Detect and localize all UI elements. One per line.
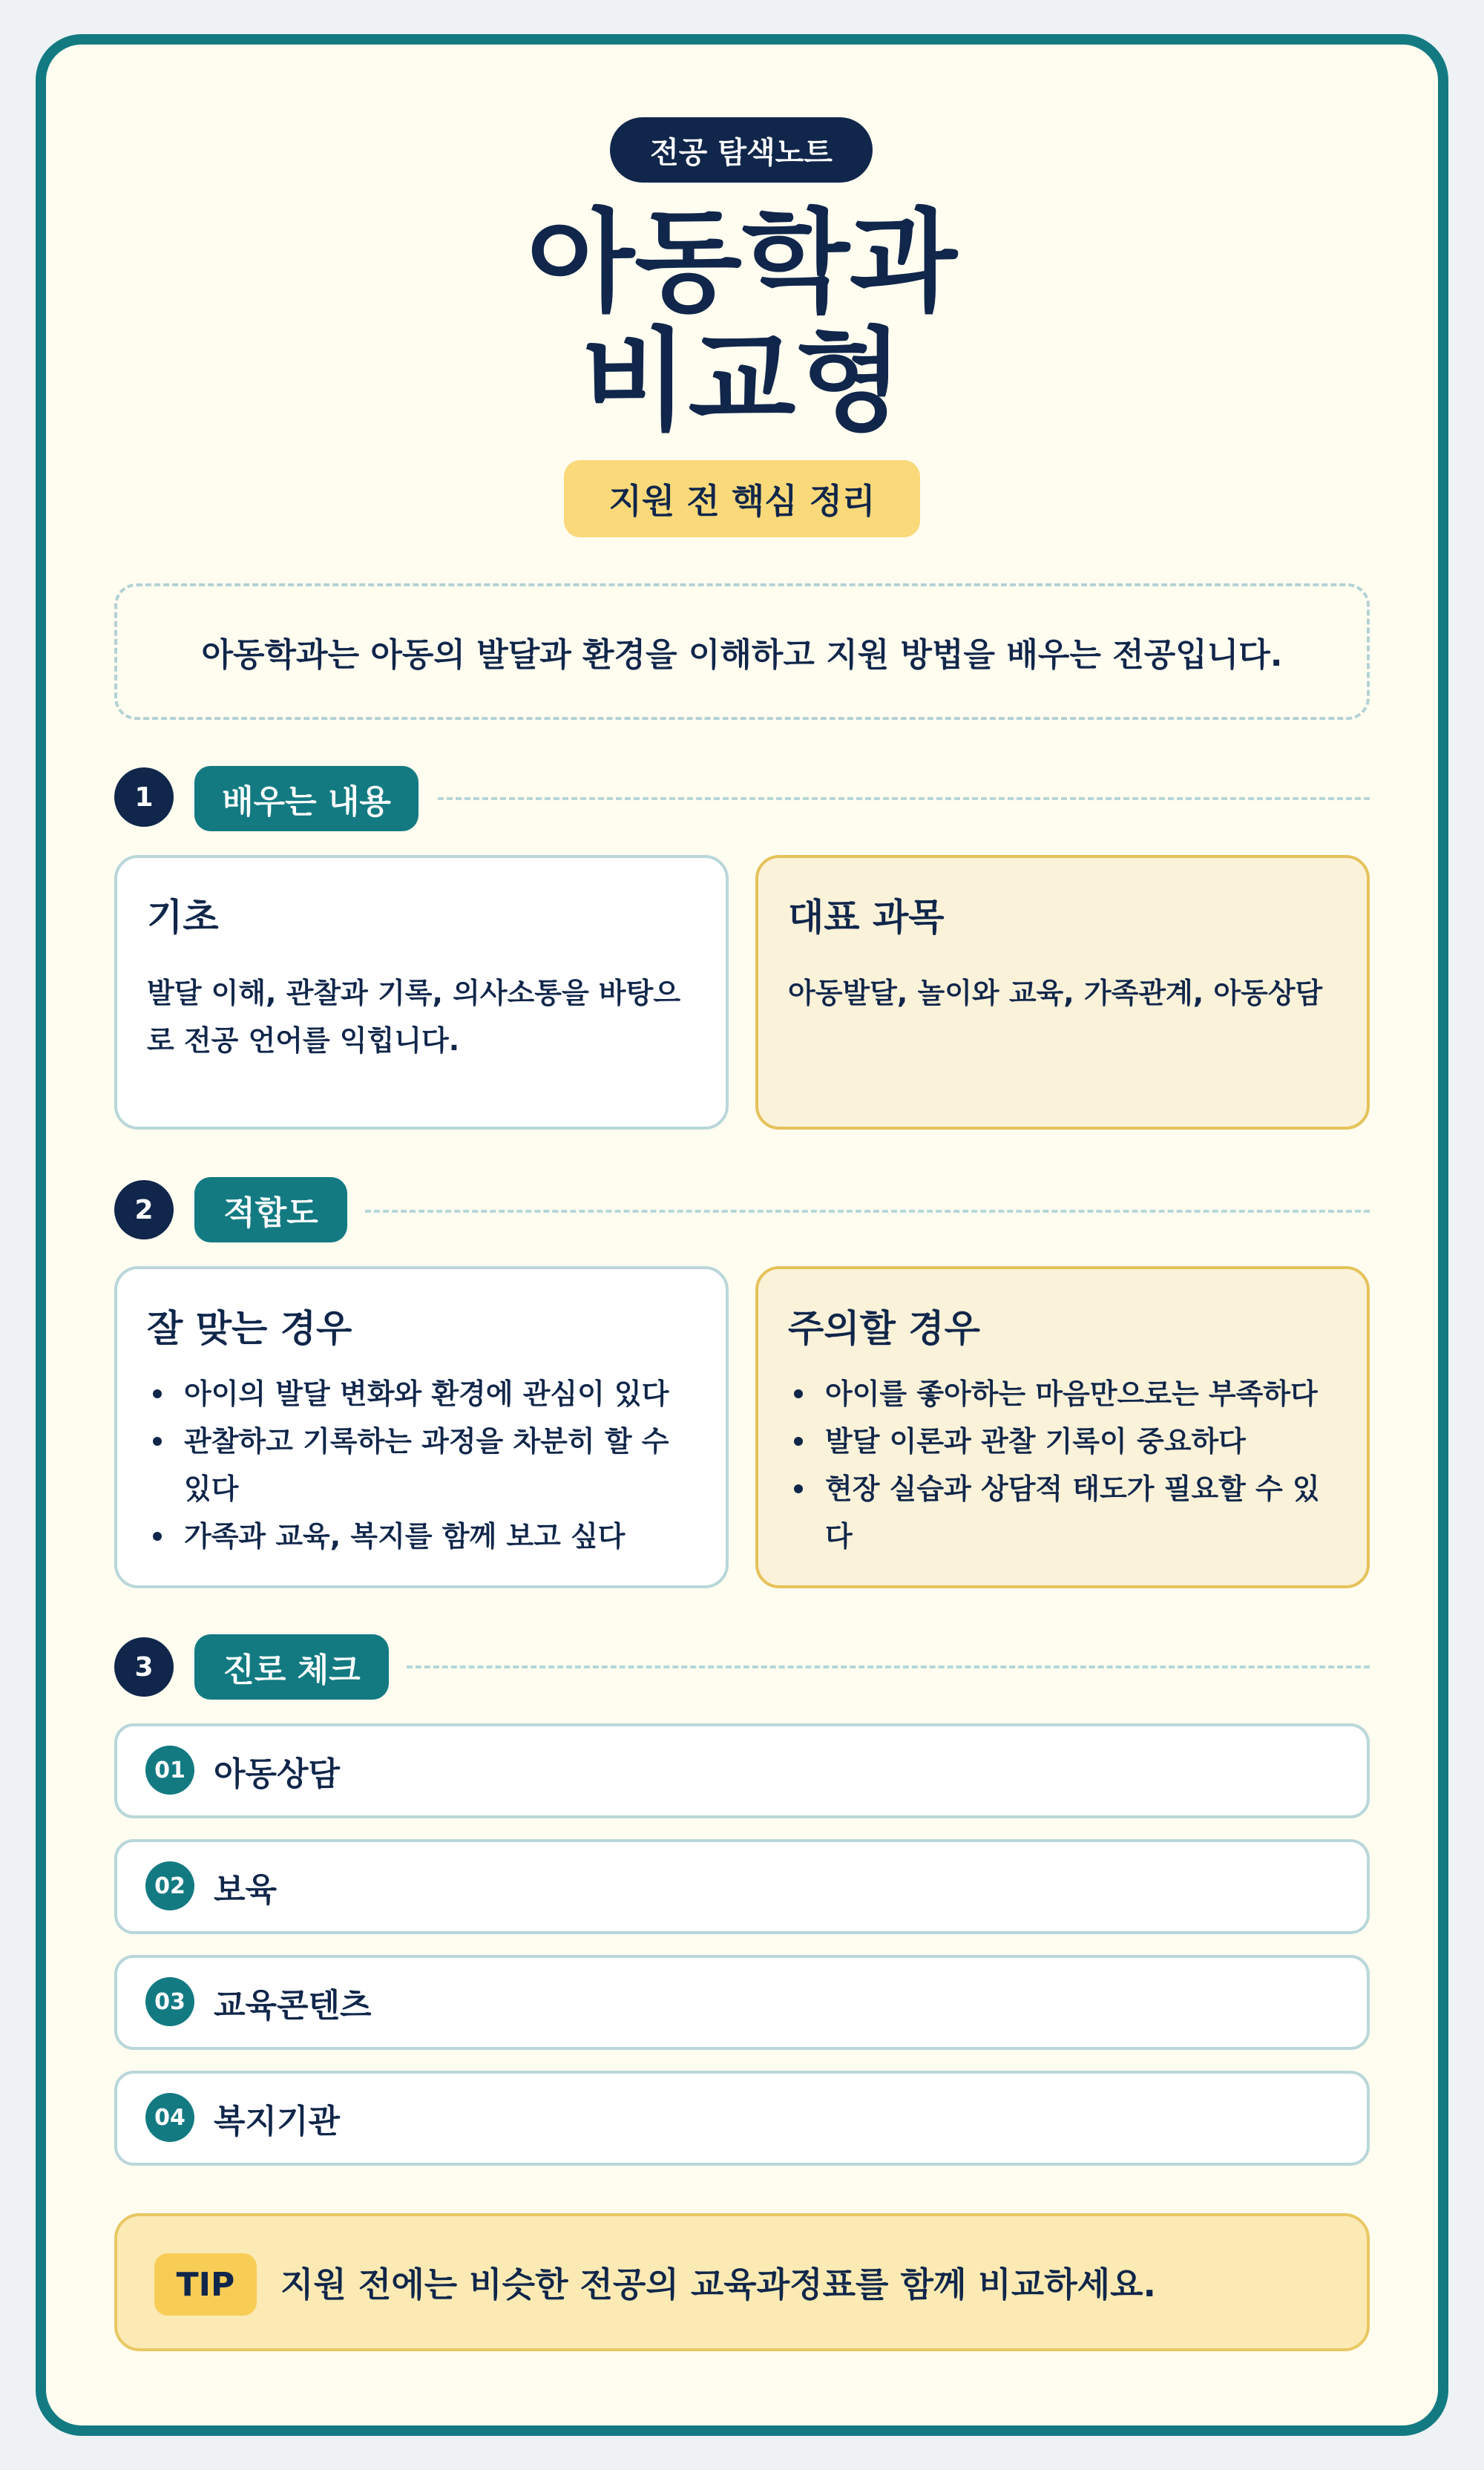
tip-badge: TIP [154, 2253, 257, 2316]
tip-box [114, 2213, 1370, 2351]
career-label: 보육 [214, 1871, 278, 1909]
career-number: 03 [145, 1977, 194, 2026]
section-1-number: 1 [114, 767, 174, 827]
good-fit-list [147, 1370, 696, 1560]
good-fit-title: 잘 맞는 경우 [147, 1307, 352, 1350]
summary-box [114, 583, 1370, 720]
page-title-line2: 비교형 [580, 317, 904, 446]
category-badge: 전공 탐색노트 [610, 117, 873, 183]
list-item: 아이를 좋아하는 마음만으로는 부족하다 [788, 1370, 1337, 1418]
career-item [114, 1839, 1370, 1934]
list-item: 아이의 발달 변화와 환경에 관심이 있다 [147, 1370, 696, 1418]
career-number: 01 [145, 1746, 194, 1795]
summary-text: 아동학과는 아동의 발달과 환경을 이해하고 지원 방법을 배우는 전공입니다. [201, 636, 1283, 674]
caution-list [788, 1370, 1337, 1560]
section-3-number: 3 [114, 1637, 174, 1697]
tip-text: 지원 전에는 비슷한 전공의 교육과정표를 함께 비교하세요. [280, 2264, 1157, 2304]
list-item: 발달 이론과 관찰 기록이 중요하다 [788, 1418, 1337, 1465]
good-fit-box [114, 1266, 729, 1588]
list-item: 현장 실습과 상담적 태도가 필요할 수 있다 [788, 1465, 1337, 1560]
career-item [114, 1955, 1370, 2050]
list-item: 관찰하고 기록하는 과정을 차분히 할 수 있다 [147, 1418, 696, 1513]
career-label: 아동상담 [214, 1755, 341, 1793]
caution-box [755, 1266, 1370, 1588]
basics-box [114, 855, 729, 1130]
section-1-label: 배우는 내용 [194, 766, 418, 831]
career-item [114, 2071, 1370, 2166]
section-divider [365, 1210, 1370, 1213]
core-subjects-text: 아동발달, 놀이와 교육, 가족관계, 아동상담 [788, 977, 1323, 1009]
career-label: 복지기관 [214, 2103, 341, 2140]
core-subjects-title: 대표 과목 [788, 896, 945, 939]
basics-text: 발달 이해, 관찰과 기록, 의사소통을 바탕으로 전공 언어를 익힙니다. [147, 977, 681, 1057]
section-2-number: 2 [114, 1180, 174, 1239]
section-3-label: 진로 체크 [194, 1634, 389, 1700]
career-number: 04 [145, 2093, 194, 2142]
caution-title: 주의할 경우 [788, 1307, 980, 1350]
career-label: 교육콘텐츠 [214, 1987, 372, 2025]
core-subjects-box [755, 855, 1370, 1130]
section-divider [407, 1665, 1370, 1668]
career-number: 02 [145, 1861, 194, 1910]
section-2-label: 적합도 [194, 1177, 347, 1242]
subtitle-badge: 지원 전 핵심 정리 [564, 460, 920, 537]
section-divider [438, 797, 1370, 800]
career-item [114, 1723, 1370, 1818]
basics-title: 기초 [147, 896, 219, 939]
list-item: 가족과 교육, 복지를 함께 보고 싶다 [147, 1513, 696, 1560]
page-title-line1: 아동학과 [527, 198, 957, 327]
